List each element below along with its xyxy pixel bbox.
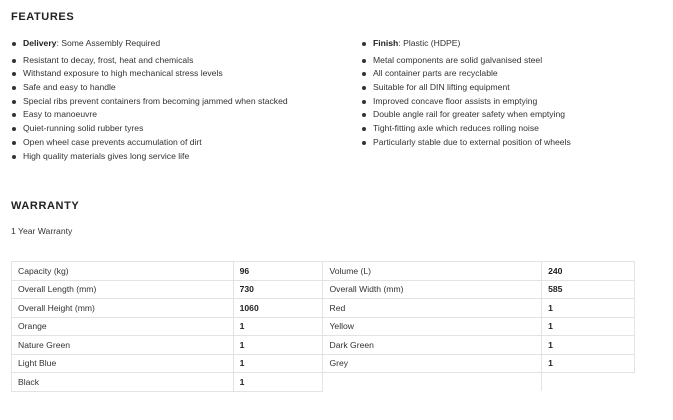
bullet-icon: [12, 59, 16, 63]
spec-label: Grey: [323, 354, 542, 373]
feature-item-text: All container parts are recyclable: [373, 68, 498, 79]
table-row: [12, 317, 635, 336]
feature-item-text: Easy to manoeuvre: [23, 109, 98, 120]
table-row: [12, 280, 635, 299]
bullet-icon: [362, 141, 366, 145]
feature-item: [361, 67, 673, 81]
feature-item: [361, 108, 673, 122]
feature-item-text: Quiet-running solid rubber tyres: [23, 123, 144, 134]
bullet-icon: [362, 127, 366, 131]
bullet-icon: [12, 155, 16, 159]
feature-item-text: Improved concave floor assists in emptying: [373, 95, 538, 106]
table-row: [12, 336, 635, 355]
spec-label: Overall Length (mm): [12, 280, 234, 299]
feature-delivery: [11, 37, 351, 51]
feature-item: [11, 136, 351, 150]
warranty-heading: WARRANTY: [11, 200, 80, 212]
spec-value: 1: [542, 354, 635, 373]
spec-empty-cell: [542, 373, 635, 392]
feature-item: [361, 54, 673, 68]
feature-item: [11, 81, 351, 95]
bullet-icon: [12, 42, 16, 46]
spec-label: Overall Width (mm): [323, 280, 542, 299]
spec-value: 1: [233, 336, 323, 355]
feature-item: [11, 122, 351, 136]
spec-label: Volume (L): [323, 262, 542, 281]
spec-value: 240: [542, 262, 635, 281]
feature-item: [361, 122, 673, 136]
feature-item-text: High quality materials gives long service life: [23, 150, 190, 161]
spec-value: 96: [233, 262, 323, 281]
spec-value: 1: [233, 373, 323, 392]
spec-value: 1: [233, 317, 323, 336]
bullet-icon: [12, 141, 16, 145]
bullet-icon: [12, 72, 16, 76]
feature-item-text: Withstand exposure to high mechanical stress levels: [23, 68, 223, 79]
feature-item: [361, 95, 673, 109]
bullet-icon: [12, 113, 16, 117]
spec-label: Dark Green: [323, 336, 542, 355]
features-heading: FEATURES: [11, 11, 75, 23]
feature-item-text: Metal components are solid galvanised steel: [373, 54, 543, 65]
feature-item: [11, 67, 351, 81]
feature-item-text: Open wheel case prevents accumulation of dirt: [23, 136, 202, 147]
spec-value: 585: [542, 280, 635, 299]
spec-label: Light Blue: [12, 354, 234, 373]
feature-finish-label: Finish: [373, 38, 399, 48]
table-row: [12, 262, 635, 281]
bullet-icon: [362, 100, 366, 104]
feature-item-text: Suitable for all DIN lifting equipment: [373, 82, 510, 93]
feature-item: [11, 95, 351, 109]
feature-item: [11, 54, 351, 68]
feature-item-text: Safe and easy to handle: [23, 82, 116, 93]
feature-finish: [361, 37, 673, 51]
spec-label: Black: [12, 373, 234, 392]
feature-item: [361, 136, 673, 150]
spec-label: Orange: [12, 317, 234, 336]
spec-table: [11, 261, 635, 392]
feature-item-text: Resistant to decay, frost, heat and chemicals: [23, 54, 194, 65]
bullet-icon: [362, 59, 366, 63]
bullet-icon: [12, 86, 16, 90]
feature-item-text: Special ribs prevent containers from becoming jammed when stacked: [23, 95, 288, 106]
spec-label: Overall Height (mm): [12, 299, 234, 318]
bullet-icon: [362, 72, 366, 76]
table-row: [12, 299, 635, 318]
spec-label: Yellow: [323, 317, 542, 336]
spec-value: 1060: [233, 299, 323, 318]
bullet-icon: [362, 113, 366, 117]
feature-item-text: Double angle rail for greater safety when emptying: [373, 109, 566, 120]
feature-finish-value: : Plastic (HDPE): [398, 38, 461, 48]
spec-label: Capacity (kg): [12, 262, 234, 281]
bullet-icon: [362, 86, 366, 90]
features-list-right: [361, 37, 673, 150]
features-list-left: [11, 37, 351, 163]
bullet-icon: [12, 127, 16, 131]
bullet-icon: [12, 100, 16, 104]
feature-item: [361, 81, 673, 95]
spec-value: 1: [233, 354, 323, 373]
spec-value: 1: [542, 336, 635, 355]
feature-delivery-label: Delivery: [23, 38, 57, 48]
bullet-icon: [362, 42, 366, 46]
feature-item-text: Tight-fitting axle which reduces rolling noise: [373, 123, 539, 134]
spec-value: 1: [542, 299, 635, 318]
feature-delivery-value: : Some Assembly Required: [56, 38, 161, 48]
spec-value: 730: [233, 280, 323, 299]
spec-value: 1: [542, 317, 635, 336]
table-row: [12, 354, 635, 373]
spec-label: Red: [323, 299, 542, 318]
feature-item: [11, 108, 351, 122]
warranty-text: 1 Year Warranty: [11, 226, 73, 236]
spec-label: Nature Green: [12, 336, 234, 355]
feature-item: [11, 150, 351, 164]
spec-empty-cell: [323, 373, 542, 392]
feature-item-text: Particularly stable due to external position of wheels: [373, 136, 571, 147]
table-row: [12, 373, 635, 392]
